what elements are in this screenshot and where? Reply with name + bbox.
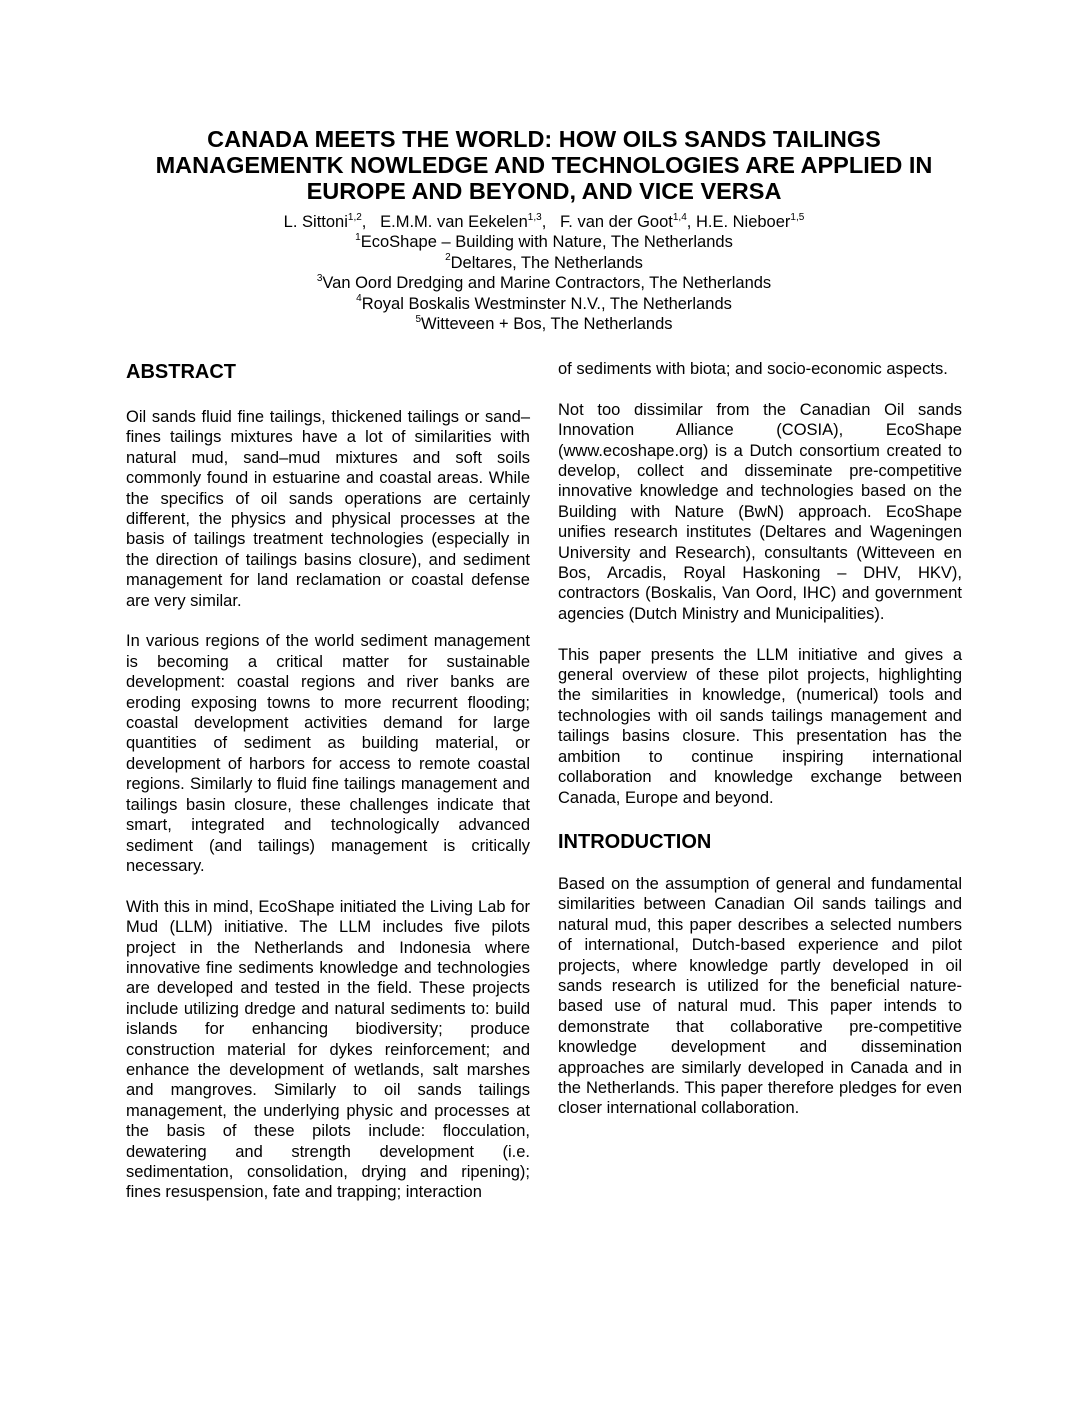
abstract-paragraph: With this in mind, EcoShape initiated the Living Lab for Mud (LLM) initiative. The LLM includes five pilots project in the Netherlands and Indonesia where innovative fine sediments knowledge and technologies are developed and tested in the field. These projects include utilizing dredge and natural sediments to: build islands for enhancing biodiversity; produce construction material for dykes reinforcement; and enhance the development of wetlands, salt marshes and mangroves. Similarly to oil sands tailings management, the underlying physic and processes at the basis of these pilots include: flocculation, dewatering and strength development (i.e. sedimentation, consolidation, drying and ripening); fines resuspension, fate and trapping; interaction xyxy=(126,897,530,1202)
introduction-paragraph: Based on the assumption of general and fundamental similarities between Canadian Oil sands tailings and natural mud, this paper describes a selected numbers of international, Dutch-based experience and pilot projects, where knowledge partly developed in oil sands research is utilized for the beneficial nature-based use of natural mud. This paper intends to demonstrate that collaborative pre-competitive knowledge development and dissemination approaches are similarly developed in Canada and in the Netherlands. This paper therefore pledges for even closer international collaboration. xyxy=(558,874,962,1118)
affiliation xyxy=(100,294,988,314)
author-name: L. Sittoni xyxy=(283,213,348,231)
author-sup: 1,3 xyxy=(527,211,542,223)
affiliation-sup: 5 xyxy=(415,313,422,325)
affiliation xyxy=(100,314,988,334)
affiliation xyxy=(100,273,988,293)
abstract-paragraph: In various regions of the world sediment management is becoming a critical matter for sustainable development: coastal regions and river banks are eroding exposing towns to more recurrent flooding; coastal development activities demand for large quantities of sediment as building material, or development of harbors for access to remote coastal regions. Similarly to fluid fine tailings management and tailings basin closure, these challenges indicate that smart, integrated and technologically advanced sediment (and tailings) management is critically necessary. xyxy=(126,632,530,875)
author-name: E.M.M. van Eekelen xyxy=(380,213,528,231)
introduction-heading: INTRODUCTION xyxy=(558,830,712,853)
author-line: L. Sittoni$^{1,2}$, E.M.M. van Eekelen$^{1,3}$, F. van der Goot$^{1,4}$, H.E. Nieboer$^{1,5}$ xyxy=(283,211,805,231)
affiliation xyxy=(100,232,988,252)
left-column xyxy=(126,352,530,1223)
abstract-paragraph: Oil sands fluid fine tailings, thickened tailings or sand–fines tailings mixtures have a lot of similarities with natural mud, sand–mud mixtures and soft soils commonly found in estuarine and coastal areas. While the specifics of oil sands operations are certainly different, the physics and physical processes at the basis of tailings treatment technologies (especially in the direction of tailings basins closure), and sediment management for land reclamation or coastal defense are very similar. xyxy=(126,408,530,610)
author-name: F. van der Goot xyxy=(560,213,673,231)
affiliation-sup: 2 xyxy=(445,252,451,264)
affiliation-text: Deltares, The Netherlands xyxy=(450,253,643,272)
author-sup: 1,5 xyxy=(790,211,805,223)
affiliation-sup: 1 xyxy=(355,231,361,243)
abstract-heading: ABSTRACT xyxy=(126,361,236,383)
affiliation-sup: 3 xyxy=(316,272,323,284)
paper-title xyxy=(100,126,988,204)
author-name: H.E. Nieboer xyxy=(695,213,791,231)
title-line: CANADA MEETS THE WORLD: HOW OILS SANDS TAILINGS xyxy=(207,126,881,152)
affiliation-text: Royal Boskalis Westminster N.V., The Netherlands xyxy=(361,294,732,313)
title-line: MANAGEMENTK NOWLEDGE AND TECHNOLOGIES ARE APPLIED IN xyxy=(155,152,933,178)
right-column xyxy=(558,359,962,1139)
abstract-paragraph: This paper presents the LLM initiative and gives a general overview of these pilot projects, highlighting the similarities in knowledge, (numerical) tools and technologies with oil sands tailings management and tailings basins closure. This presentation has the ambition to continue inspiring international collaboration and knowledge exchange between Canada, Europe and beyond. xyxy=(558,645,962,807)
affiliation xyxy=(100,253,988,273)
abstract-paragraph: Not too dissimilar from the Canadian Oil sands Innovation Alliance (COSIA), EcoShape (www.ecoshape.org) is a Dutch consortium created to develop, collect and disseminate pre-competitive innovative knowledge and technologies based on the Building with Nature (BwN) approach. EcoShape unifies research institutes (Deltares and Wageningen University and Research), consultants (Witteveen en Bos, Arcadis, Royal Haskoning – DHV, HKV), contractors (Boskalis, Van Oord, IHC) and government agencies (Dutch Ministry and Municipalities). xyxy=(558,400,962,623)
affiliation-sup: 4 xyxy=(356,293,362,305)
affiliation-text: Van Oord Dredging and Marine Contractors, The Netherlands xyxy=(322,274,772,293)
author-block xyxy=(100,212,988,334)
affiliation-text: Witteveen + Bos, The Netherlands xyxy=(421,315,673,334)
affiliation-text: EcoShape – Building with Nature, The Netherlands xyxy=(360,233,733,252)
author-sup: 1,4 xyxy=(672,211,687,223)
abstract-paragraph-continued: of sediments with biota; and socio-economic aspects. xyxy=(558,360,948,378)
author-sup: 1,2 xyxy=(347,211,362,223)
title-line: EUROPE AND BEYOND, AND VICE VERSA xyxy=(306,178,782,204)
